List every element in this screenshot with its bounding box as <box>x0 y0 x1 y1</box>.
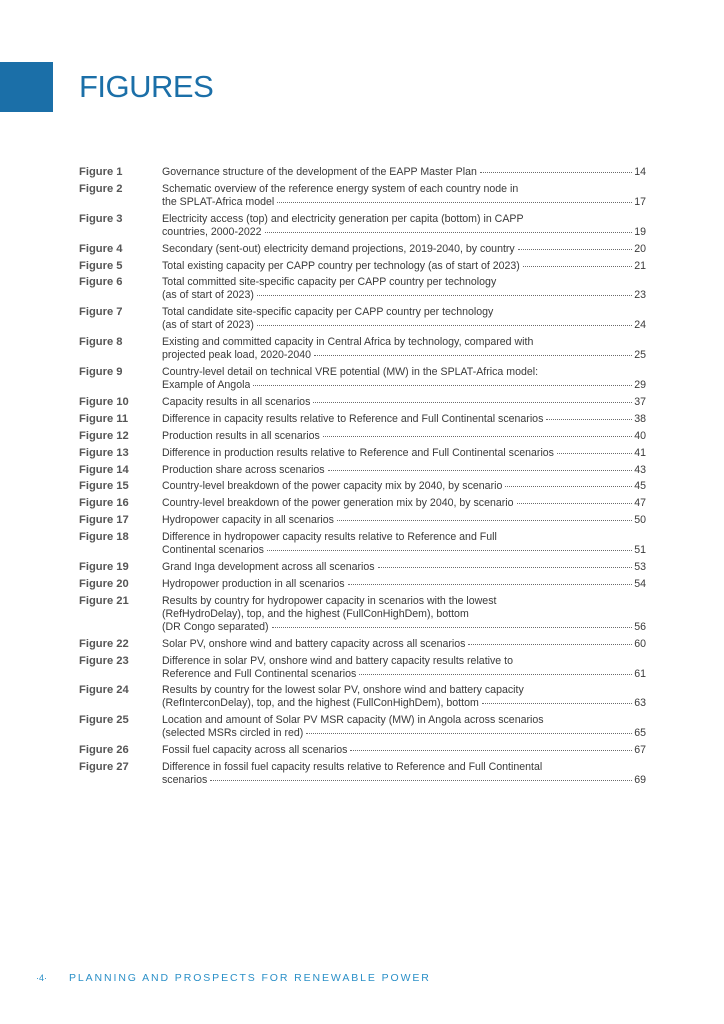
figure-caption-line: Existing and committed capacity in Central Africa by technology, compared with <box>162 336 534 349</box>
figure-caption-last-line <box>162 396 646 409</box>
figure-page-number: 63 <box>634 697 646 710</box>
figure-label: Figure 6 <box>79 276 123 289</box>
dot-leader <box>265 232 633 233</box>
figure-caption-line: (as of start of 2023) <box>162 289 254 302</box>
toc-entry[interactable] <box>79 183 646 209</box>
toc-entry[interactable] <box>79 595 646 634</box>
figure-label: Figure 12 <box>79 429 129 442</box>
figure-label: Figure 16 <box>79 497 129 510</box>
figure-page-number: 37 <box>634 396 646 409</box>
figure-caption <box>162 744 646 757</box>
figure-page-number: 17 <box>634 195 646 208</box>
toc-entry[interactable] <box>79 336 646 362</box>
figure-caption-last-line <box>162 744 646 757</box>
figure-caption <box>162 336 646 362</box>
figure-caption <box>162 497 646 510</box>
figure-caption-last-line <box>162 379 646 392</box>
toc-entry[interactable] <box>79 276 646 302</box>
figure-page-number: 29 <box>634 379 646 392</box>
dot-leader <box>210 780 632 781</box>
figure-caption-last-line <box>162 561 646 574</box>
dot-leader <box>505 486 632 487</box>
figure-caption-line: (RefHydroDelay), top, and the highest (FullConHighDem), bottom <box>162 607 469 620</box>
figure-caption-line: Country-level detail on technical VRE potential (MW) in the SPLAT-Africa model: <box>162 366 539 379</box>
header-accent-bar <box>0 62 53 112</box>
figure-label: Figure 18 <box>79 531 129 544</box>
figure-caption-last-line <box>162 243 646 256</box>
toc-entry[interactable] <box>79 430 646 443</box>
dot-leader <box>337 520 632 521</box>
dot-leader <box>523 266 632 267</box>
toc-entry[interactable] <box>79 578 646 591</box>
figure-caption-last-line <box>162 480 646 493</box>
figure-page-number: 47 <box>634 497 646 510</box>
figure-caption-last-line <box>162 514 646 527</box>
figure-caption <box>162 638 646 651</box>
toc-entry[interactable] <box>79 714 646 740</box>
figure-page-number: 61 <box>634 667 646 680</box>
figure-caption-last-line <box>162 413 646 426</box>
dot-leader <box>306 733 632 734</box>
figure-caption-last-line <box>162 638 646 651</box>
toc-entry[interactable] <box>79 413 646 426</box>
figure-label: Figure 26 <box>79 744 129 757</box>
figure-caption <box>162 464 646 477</box>
figure-label: Figure 20 <box>79 577 129 590</box>
figure-page-number: 14 <box>634 166 646 178</box>
figure-caption <box>162 531 646 557</box>
toc-entry[interactable] <box>79 497 646 510</box>
figure-caption-line: Governance structure of the development of the EAPP Master Plan <box>162 166 477 178</box>
figure-page-number: 40 <box>634 429 646 442</box>
toc-entry[interactable] <box>79 260 646 273</box>
figure-caption-last-line <box>162 349 646 362</box>
figure-caption-line: Difference in production results relative to Reference and Full Continental scenarios <box>162 446 554 459</box>
figure-caption-line: Location and amount of Solar PV MSR capacity (MW) in Angola across scenarios <box>162 714 544 727</box>
figure-caption <box>162 578 646 591</box>
figure-label: Figure 14 <box>79 463 129 476</box>
figure-caption-line: Total existing capacity per CAPP country per technology (as of start of 2023) <box>162 259 520 272</box>
figure-caption-last-line <box>162 727 646 740</box>
figure-caption-last-line <box>162 668 646 681</box>
toc-entry[interactable] <box>79 638 646 651</box>
figure-label: Figure 4 <box>79 242 123 255</box>
dot-leader <box>350 750 632 751</box>
figure-label: Figure 21 <box>79 594 129 607</box>
figure-caption-last-line <box>162 544 646 557</box>
toc-entry[interactable] <box>79 684 646 710</box>
figure-caption-line: Results by country for the lowest solar PV, onshore wind and battery capacity <box>162 684 524 697</box>
figure-caption-last-line <box>162 319 646 332</box>
dot-leader <box>328 470 633 471</box>
figure-caption-line: Country-level breakdown of the power generation mix by 2040, by scenario <box>162 497 514 510</box>
figure-label: Figure 3 <box>79 212 123 225</box>
figure-caption <box>162 243 646 256</box>
dot-leader <box>482 703 632 704</box>
figure-caption <box>162 366 646 392</box>
dot-leader <box>348 584 633 585</box>
toc-entry[interactable] <box>79 761 646 787</box>
figure-caption-last-line <box>162 774 646 787</box>
figure-caption-last-line <box>162 166 646 179</box>
figure-label: Figure 17 <box>79 514 129 527</box>
figure-caption-last-line <box>162 430 646 443</box>
toc-entry[interactable] <box>79 531 646 557</box>
figure-caption-last-line <box>162 497 646 510</box>
figure-page-number: 23 <box>634 289 646 302</box>
toc-entry[interactable] <box>79 655 646 681</box>
figure-page-number: 65 <box>634 727 646 740</box>
figure-caption-line: Production results in all scenarios <box>162 429 320 442</box>
figure-label: Figure 15 <box>79 480 129 493</box>
figure-page-number: 41 <box>634 446 646 459</box>
figure-page-number: 25 <box>634 349 646 362</box>
figure-caption <box>162 761 646 787</box>
dot-leader <box>257 295 632 296</box>
toc-entry[interactable] <box>79 306 646 332</box>
dot-leader <box>272 627 633 628</box>
figure-caption <box>162 714 646 740</box>
figure-label: Figure 13 <box>79 446 129 459</box>
dot-leader <box>557 453 632 454</box>
figure-caption <box>162 166 646 179</box>
dot-leader <box>323 436 632 437</box>
figure-label: Figure 5 <box>79 259 123 272</box>
toc-entry[interactable] <box>79 366 646 392</box>
figure-label: Figure 8 <box>79 336 123 349</box>
figure-caption <box>162 183 646 209</box>
figure-caption-line: countries, 2000-2022 <box>162 225 262 238</box>
figure-label: Figure 19 <box>79 561 129 574</box>
figure-label: Figure 22 <box>79 637 129 650</box>
figure-caption <box>162 276 646 302</box>
figure-caption <box>162 413 646 426</box>
figure-caption-last-line <box>162 226 646 239</box>
toc-entry[interactable] <box>79 213 646 239</box>
figure-caption-line: Continental scenarios <box>162 544 264 557</box>
figure-label: Figure 27 <box>79 761 129 774</box>
figure-caption-line: (as of start of 2023) <box>162 319 254 332</box>
figure-caption-line: scenarios <box>162 774 208 787</box>
figure-caption-last-line <box>162 621 646 634</box>
figure-caption-last-line <box>162 447 646 460</box>
figure-page-number: 38 <box>634 412 646 425</box>
figure-caption-line: Difference in capacity results relative to Reference and Full Continental scenarios <box>162 412 544 425</box>
figure-caption-last-line <box>162 578 646 591</box>
figure-caption-line: Schematic overview of the reference energy system of each country node in <box>162 182 519 195</box>
dot-leader <box>257 325 632 326</box>
dot-leader <box>546 419 632 420</box>
figure-label: Figure 10 <box>79 396 129 409</box>
toc-entry[interactable] <box>79 514 646 527</box>
figure-page-number: 21 <box>634 259 646 272</box>
figure-label: Figure 25 <box>79 714 129 727</box>
figure-caption <box>162 260 646 273</box>
figure-caption-line: Capacity results in all scenarios <box>162 396 311 409</box>
figure-page-number: 69 <box>634 774 646 787</box>
figure-caption-line: projected peak load, 2020-2040 <box>162 349 312 362</box>
figure-caption-line: Hydropower production in all scenarios <box>162 577 345 590</box>
figure-caption-last-line <box>162 260 646 273</box>
figure-caption-line: Results by country for hydropower capacity in scenarios with the lowest <box>162 594 497 607</box>
toc-entry[interactable] <box>79 166 646 179</box>
toc-entry[interactable] <box>79 480 646 493</box>
figure-label: Figure 23 <box>79 654 129 667</box>
figure-page-number: 60 <box>634 637 646 650</box>
figure-caption-line: Secondary (sent-out) electricity demand projections, 2019-2040, by country <box>162 242 515 255</box>
figure-page-number: 20 <box>634 242 646 255</box>
figure-caption-last-line <box>162 196 646 209</box>
figure-page-number: 53 <box>634 561 646 574</box>
figure-caption-line: Reference and Full Continental scenarios <box>162 667 357 680</box>
figure-caption <box>162 684 646 710</box>
dot-leader <box>480 172 632 173</box>
dot-leader <box>518 249 632 250</box>
figure-caption-line: Solar PV, onshore wind and battery capacity across all scenarios <box>162 637 466 650</box>
figure-caption-line: Example of Angola <box>162 379 251 392</box>
figure-label: Figure 2 <box>79 182 123 195</box>
dot-leader <box>267 550 632 551</box>
figure-page-number: 24 <box>634 319 646 332</box>
dot-leader <box>277 202 632 203</box>
toc-entry[interactable] <box>79 243 646 256</box>
footer-page-number: ·4· <box>36 973 47 983</box>
figure-caption-line: Country-level breakdown of the power capacity mix by 2040, by scenario <box>162 480 503 493</box>
page-footer <box>36 972 431 984</box>
toc-entry[interactable] <box>79 447 646 460</box>
figure-caption-line: Difference in solar PV, onshore wind and battery capacity results relative to <box>162 654 513 667</box>
dot-leader <box>468 644 632 645</box>
figure-caption-line: (RefInterconDelay), top, and the highest (FullConHighDem), bottom <box>162 697 479 710</box>
figure-caption <box>162 447 646 460</box>
dot-leader <box>517 503 633 504</box>
footer-running-title: PLANNING AND PROSPECTS FOR RENEWABLE POWER <box>69 972 431 984</box>
toc-entry[interactable] <box>79 464 646 477</box>
page-title: FIGURES <box>79 69 214 104</box>
figure-caption-line: Fossil fuel capacity across all scenarios <box>162 744 348 757</box>
figure-label: Figure 24 <box>79 684 129 697</box>
figure-caption <box>162 396 646 409</box>
figure-label: Figure 11 <box>79 412 129 425</box>
figure-caption <box>162 213 646 239</box>
figures-list <box>79 166 646 791</box>
figure-caption-line: Grand Inga development across all scenarios <box>162 561 375 574</box>
figure-caption-last-line <box>162 697 646 710</box>
toc-entry[interactable] <box>79 561 646 574</box>
figure-page-number: 56 <box>634 620 646 633</box>
figure-page-number: 19 <box>634 225 646 238</box>
figure-caption <box>162 480 646 493</box>
figure-page-number: 43 <box>634 463 646 476</box>
figure-label: Figure 9 <box>79 366 123 379</box>
toc-entry[interactable] <box>79 744 646 757</box>
dot-leader <box>378 567 633 568</box>
toc-entry[interactable] <box>79 396 646 409</box>
dot-leader <box>359 674 632 675</box>
figure-page-number: 45 <box>634 480 646 493</box>
figure-caption-line: Total candidate site-specific capacity per CAPP country per technology <box>162 306 494 319</box>
figure-caption-line: Hydropower capacity in all scenarios <box>162 514 334 527</box>
figure-page-number: 67 <box>634 744 646 757</box>
figure-label: Figure 7 <box>79 306 123 319</box>
figure-caption-line: Total committed site-specific capacity per CAPP country per technology <box>162 276 497 289</box>
figure-caption-line: Difference in hydropower capacity results relative to Reference and Full <box>162 531 497 544</box>
figure-caption <box>162 655 646 681</box>
figure-page-number: 51 <box>634 544 646 557</box>
figure-page-number: 54 <box>634 577 646 590</box>
dot-leader <box>253 385 632 386</box>
figure-caption-line: Difference in fossil fuel capacity results relative to Reference and Full Continental <box>162 761 543 774</box>
figure-page-number: 50 <box>634 514 646 527</box>
figure-caption <box>162 561 646 574</box>
figure-caption-last-line <box>162 464 646 477</box>
figure-caption <box>162 514 646 527</box>
figure-caption-line: (DR Congo separated) <box>162 620 269 633</box>
figure-caption-line: Electricity access (top) and electricity generation per capita (bottom) in CAPP <box>162 212 524 225</box>
figure-caption-line: the SPLAT-Africa model <box>162 195 275 208</box>
figure-label: Figure 1 <box>79 166 123 178</box>
dot-leader <box>313 402 632 403</box>
figure-caption <box>162 430 646 443</box>
figure-caption <box>162 306 646 332</box>
figure-caption-last-line <box>162 289 646 302</box>
figure-caption-line: Production share across scenarios <box>162 463 325 476</box>
figure-caption <box>162 595 646 634</box>
figure-caption-line: (selected MSRs circled in red) <box>162 727 304 740</box>
dot-leader <box>314 355 632 356</box>
